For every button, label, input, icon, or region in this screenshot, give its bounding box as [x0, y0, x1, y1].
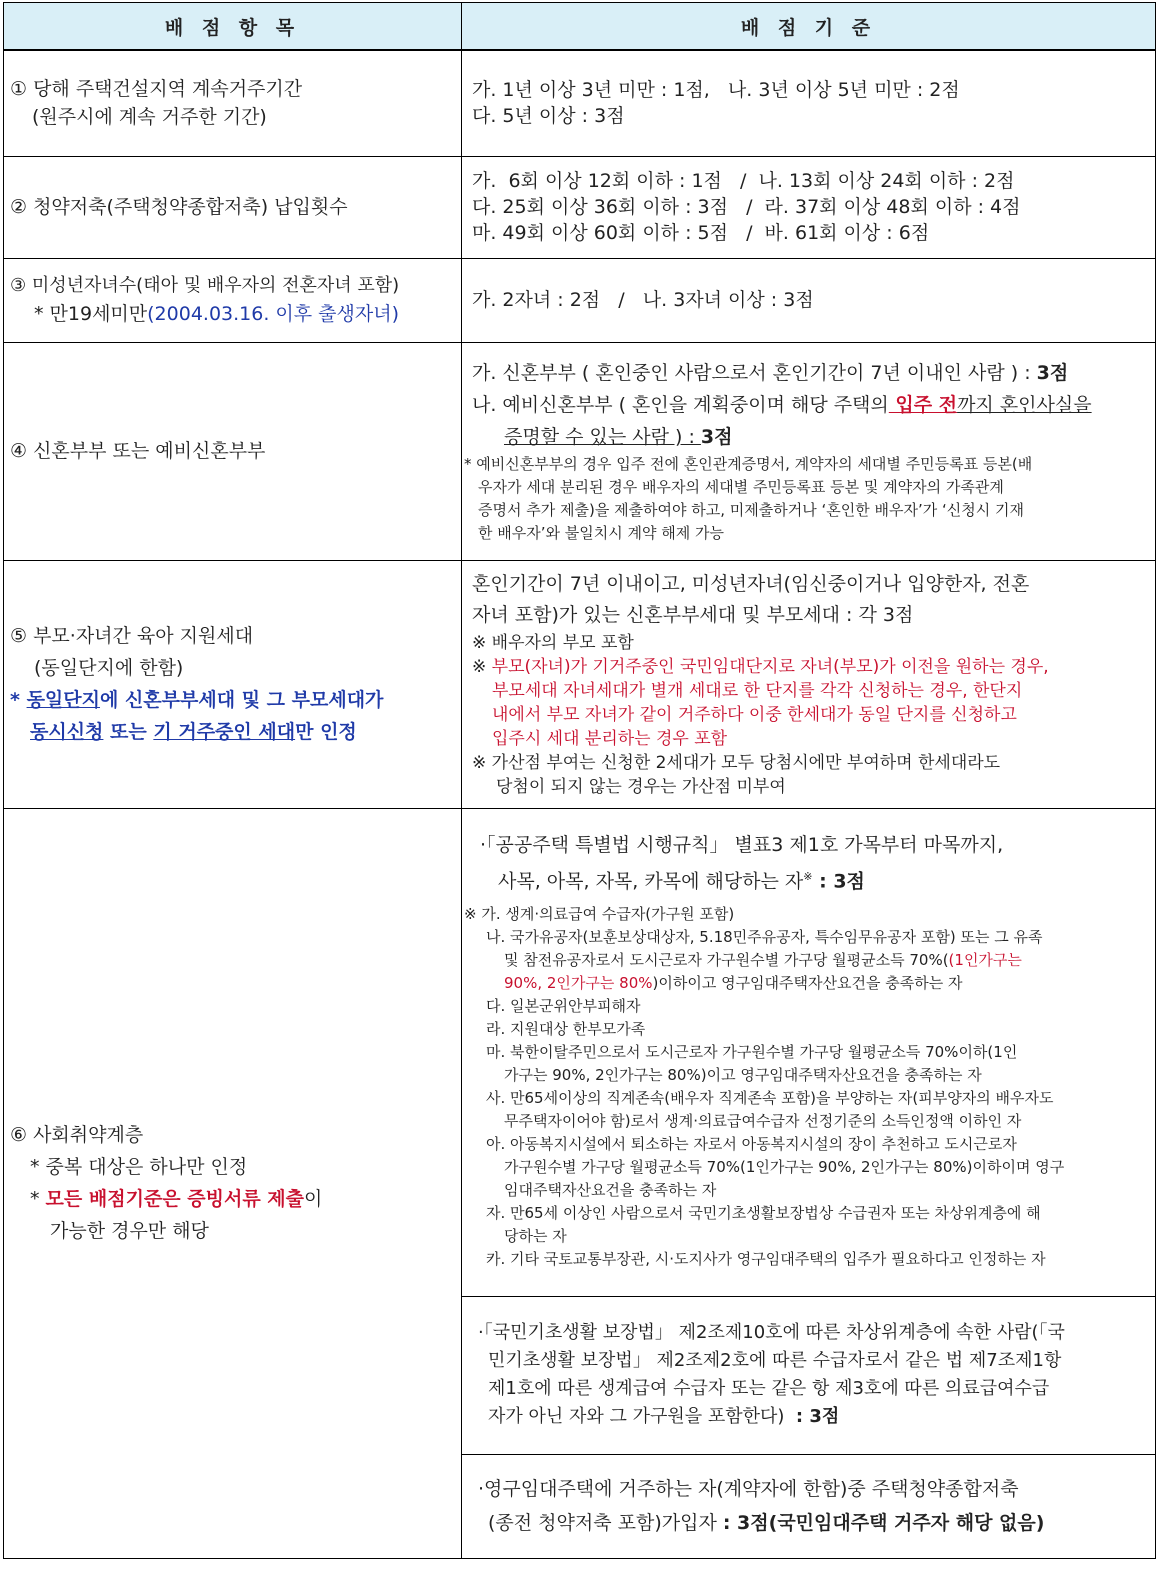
row6-l-na1: 나. 국가유공자(보훈보상대상자, 5.18민주유공자, 특수임무유공자 포함) 또는 그 유족 [486, 927, 1043, 946]
row5-n7: 당첨이 되지 않는 경우는 가산점 미부여 [496, 777, 786, 797]
row6-l-sa2: 무주택자이어야 함)로서 생계·의료급여수급자 선정기준의 소득인정액 이하인 자 [504, 1111, 1022, 1130]
row5-star: * [10, 689, 27, 711]
row6-b4b: : 3점 [795, 1406, 840, 1427]
row6-l-a3: 임대주택자산요건을 충족하는 자 [504, 1180, 717, 1199]
row6-b1: ·「국민기초생활 보장법」 제2조제10호에 따른 차상위계층에 속한 사람(「국 [478, 1322, 1065, 1343]
row5-sub: (동일단지에 한함) [34, 657, 184, 679]
row3-item [4, 258, 462, 342]
row5-n2: 부모(자녀)가 기거주중인 국민임대단지로 자녀(부모)가 이전을 원하는 경우, [491, 657, 1049, 677]
row4-title: ④ 신혼부부 또는 예비신혼부부 [10, 440, 266, 462]
row6-l-ka: 카. 기타 국토교통부장관, 시·도지사가 영구임대주택의 입주가 필요하다고 인정하는 자 [486, 1249, 1046, 1268]
row5-title: ⑤ 부모·자녀간 육아 지원세대 [10, 625, 254, 647]
row6-l-na3b: )이하이고 영구임대주택자산요건을 충족하는 자 [652, 973, 963, 992]
row4-c3a: 증명할 수 있는 사람 ) : [504, 426, 701, 448]
row4-c1a: 가. 신혼부부 ( 혼인중인 사람으로서 혼인기간이 7년 이내인 사람 ) : [472, 362, 1037, 384]
table-row [4, 560, 1156, 808]
row1-c1: 가. 1년 이상 3년 미만 : 1점, 나. 3년 이상 5년 미만 : 2점 [472, 79, 960, 102]
row5-c1: 혼인기간이 7년 이내이고, 미성년자녀(임신중이거나 입양한자, 전혼 [472, 573, 1030, 595]
row4-n1: * 예비신혼부부의 경우 입주 전에 혼인관계증명서, 계약자의 세대별 주민등록표 등본(배 [464, 455, 1033, 473]
row4-n4: 한 배우자’와 불일치시 계약 해제 가능 [478, 524, 724, 542]
row5-b2: 에 신혼부부세대 및 그 부모세대가 [99, 689, 384, 711]
row6-list [464, 903, 1149, 1271]
row5-b3: 동시신청 [30, 721, 104, 743]
row6-c1: ·영구임대주택에 거주하는 자(계약자에 한함)중 주택청약종합저축 [478, 1478, 1019, 1500]
row4-c1b: 3점 [1036, 362, 1069, 384]
row6-l-sa1: 사. 만65세이상의 직계존속(배우자 직계존속 포함)을 부양하는 자(피부양자의 배우자도 [486, 1088, 1054, 1107]
row1-sub: (원주시에 계속 거주한 기간) [32, 106, 267, 129]
row6-l-ma1: 마. 북한이탈주민으로서 도시근로자 가구원수별 가구당 월평균소득 70%이하(1인 [486, 1042, 1018, 1061]
table-row [4, 50, 1156, 156]
row4-c2b: 입주 전 [888, 394, 958, 416]
row5-criteria [462, 560, 1156, 808]
row6-s2a: * [30, 1188, 46, 1210]
row6-l-a1: 아. 아동복지시설에서 퇴소하는 자로서 아동복지시설의 장이 추천하고 도시근로자 [486, 1134, 1017, 1153]
row5-n4: 내에서 부모 자녀가 같이 거주하다 이중 한세대가 동일 단지를 신청하고 [492, 705, 1017, 725]
row6-l-ga: ※ 가. 생계·의료급여 수급자(가구원 포함) [464, 904, 735, 923]
row4-n2: 우자가 세대 분리된 경우 배우자의 세대별 주민등록표 등본 및 계약자의 가족관계 [478, 478, 1004, 496]
row6-l-a2: 가구원수별 가구당 월평균소득 70%(1인가구는 90%, 2인가구는 80%)이하이며 영구 [504, 1157, 1065, 1176]
row2-criteria [462, 156, 1156, 258]
row6-criteria-a [462, 808, 1156, 1296]
row4-c2c: 까지 혼인사실을 [957, 394, 1092, 416]
row6-s2b: 모든 배점기준은 증빙서류 제출 [45, 1188, 304, 1210]
row6-l-na3a: 90%, 2인가구는 80% [504, 973, 653, 992]
row6-a2b: : 3점 [812, 869, 865, 892]
row6-a1: ·「공공주택 특별법 시행규칙」 별표3 제1호 가목부터 마목까지, [480, 833, 1004, 856]
table-row [4, 258, 1156, 342]
scoring-table [3, 2, 1156, 1559]
row6-a2sup: ※ [803, 869, 813, 883]
row5-b5: 기 거주중인 세대 [153, 721, 296, 743]
table-row [4, 156, 1156, 258]
row6-l-na2b: (1인가구는 [948, 950, 1022, 969]
row1-item [4, 50, 462, 156]
row6-criteria-c [462, 1454, 1156, 1558]
row2-c3: 마. 49회 이상 60회 이하 : 5점 / 바. 61회 이상 : 6점 [472, 222, 930, 244]
row6-l-ma2: 가구는 90%, 2인가구는 80%)이고 영구임대주택자산요건을 충족하는 자 [504, 1065, 982, 1084]
row6-s3: 가능한 경우만 해당 [50, 1220, 209, 1242]
table-header-row [4, 3, 1156, 51]
row5-n6: ※ 가산점 부여는 신청한 2세대가 모두 당첨시에만 부여하며 한세대라도 [472, 753, 1001, 773]
row6-c2a: (종전 청약저축 포함)가입자 [488, 1512, 723, 1534]
row6-b4a: 자가 아닌 자와 그 가구원을 포함한다) [488, 1406, 796, 1427]
row6-b2: 민기초생활 보장법」 제2조제2호에 따른 수급자로서 같은 법 제7조제1항 [488, 1350, 1062, 1371]
row5-n3: 부모세대 자녀세대가 별개 세대로 한 단지를 각각 신청하는 경우, 한단지 [492, 681, 1023, 701]
row4-c3b: 3점 [700, 426, 733, 448]
row4-criteria [462, 342, 1156, 560]
row6-criteria-b [462, 1296, 1156, 1454]
row5-b4: 또는 [103, 721, 154, 743]
row1-title: ① 당해 주택건설지역 계속거주기간 [10, 78, 303, 101]
row2-c1: 가. 6회 이상 12회 이하 : 1점 / 나. 13회 이상 24회 이하 : 2점 [472, 170, 1015, 192]
row3-sub-a: * 만19세미만 [34, 303, 148, 325]
table-row [4, 342, 1156, 560]
row6-a2a: 사목, 아목, 자목, 카목에 해당하는 자 [498, 869, 804, 892]
row2-item [4, 156, 462, 258]
row5-item [4, 560, 462, 808]
row5-c2: 자녀 포함)가 있는 신혼부부세대 및 부모세대 : 각 3점 [472, 604, 914, 626]
row6-l-ja2: 당하는 자 [504, 1226, 567, 1245]
row3-sub-b: (2004.03.16. 이후 출생자녀) [147, 303, 399, 325]
row5-b6: 만 인정 [295, 721, 357, 743]
row6-title: ⑥ 사회취약계층 [10, 1124, 144, 1146]
row4-c2a: 나. 예비신혼부부 ( 혼인을 계획중이며 해당 주택의 [472, 394, 889, 416]
row5-n1: ※ 배우자의 부모 포함 [472, 633, 634, 653]
row6-s2c: 이 [304, 1188, 323, 1210]
table-row [4, 808, 1156, 1296]
row6-l-na2a: 및 참전유공자로서 도시근로자 가구원수별 가구당 월평균소득 70%( [504, 950, 949, 969]
row4-n3: 증명서 추가 제출)을 제출하여야 하고, 미제출하거나 ‘혼인한 배우자’가 ‘신청시 기재 [478, 501, 1025, 519]
row6-l-ja1: 자. 만65세 이상인 사람으로서 국민기초생활보장법상 수급권자 또는 차상위계층에 해 [486, 1203, 1041, 1222]
row6-l-da: 다. 일본군위안부피해자 [486, 996, 641, 1015]
row1-c2: 다. 5년 이상 : 3점 [472, 105, 625, 128]
row6-c2b: : 3점(국민임대주택 거주자 해당 없음) [722, 1512, 1045, 1534]
row5-n2mark: ※ [472, 657, 492, 677]
row6-s1: * 중복 대상은 하나만 인정 [30, 1156, 248, 1178]
row2-title: ② 청약저축(주택청약종합저축) 납입횟수 [10, 196, 348, 218]
row6-item [4, 808, 462, 1558]
row3-title: ③ 미성년자녀수(태아 및 배우자의 전혼자녀 포함) [10, 275, 400, 296]
row3-c1: 가. 2자녀 : 2점 / 나. 3자녀 이상 : 3점 [472, 289, 814, 311]
row6-b3: 제1호에 따른 생계급여 수급자 또는 같은 항 제3호에 따른 의료급여수급 [488, 1378, 1050, 1399]
row1-criteria [462, 50, 1156, 156]
scoring-table-wrapper [3, 2, 1155, 1559]
row6-l-ra: 라. 지원대상 한부모가족 [486, 1019, 646, 1038]
row2-c2: 다. 25회 이상 36회 이하 : 3점 / 라. 37회 이상 48회 이하 : 4점 [472, 196, 1021, 218]
header-item: 배 점 항 목 [4, 3, 462, 51]
row3-criteria [462, 258, 1156, 342]
row4-item [4, 342, 462, 560]
row5-n5: 입주시 세대 분리하는 경우 포함 [492, 729, 728, 749]
header-criteria: 배 점 기 준 [462, 3, 1156, 51]
row5-b1: 동일단지 [26, 689, 100, 711]
